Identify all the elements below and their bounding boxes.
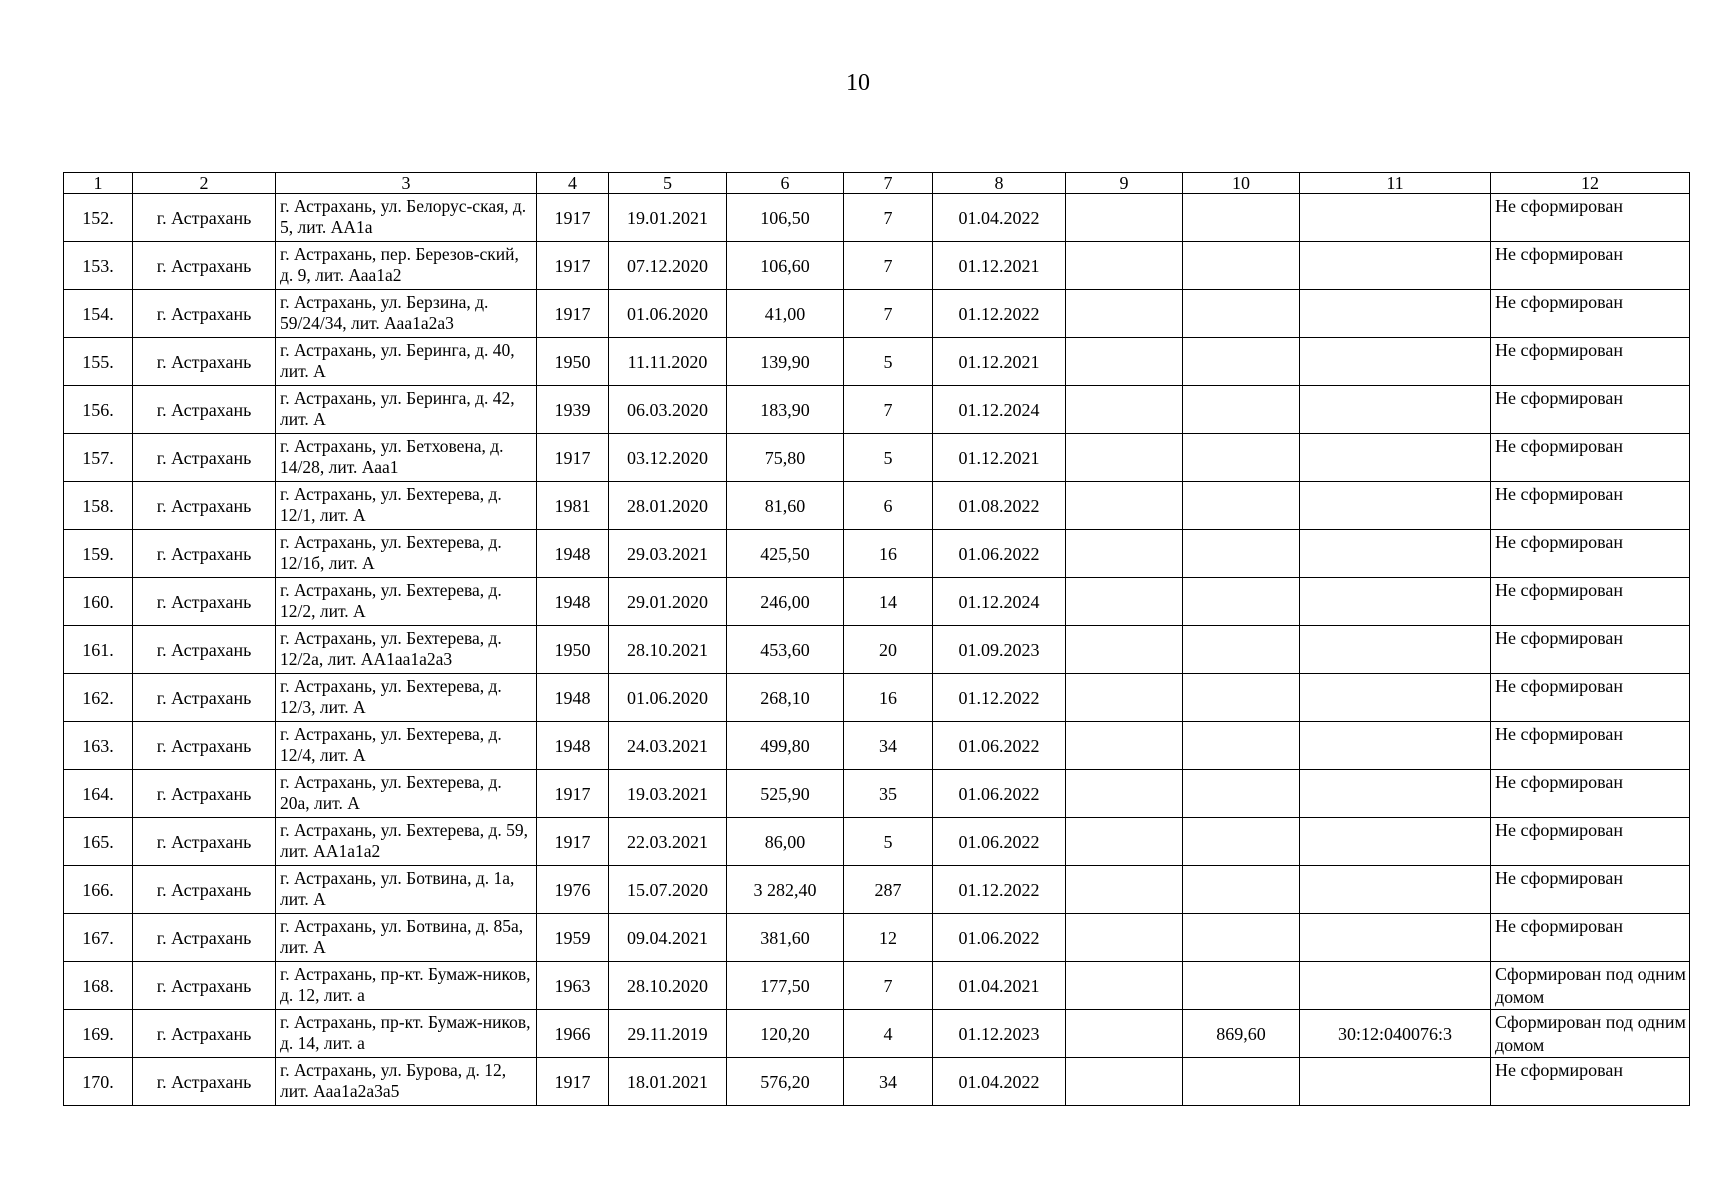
cell-city: г. Астрахань <box>133 338 276 386</box>
table-row <box>64 818 1690 866</box>
cell-residents: 7 <box>844 290 933 338</box>
cell-row-number: 158. <box>64 482 133 530</box>
cell-row-number: 152. <box>64 194 133 242</box>
table-row <box>64 674 1690 722</box>
cell-land-area <box>1183 338 1300 386</box>
cell-residents: 34 <box>844 1058 933 1106</box>
cell-date: 19.03.2021 <box>609 770 727 818</box>
cell-city: г. Астрахань <box>133 770 276 818</box>
cell-area: 525,90 <box>727 770 844 818</box>
cell-row-number: 153. <box>64 242 133 290</box>
table-body <box>64 194 1690 1106</box>
cell-deadline: 01.04.2021 <box>933 962 1066 1010</box>
cell-build-year: 1959 <box>537 914 609 962</box>
table-row <box>64 914 1690 962</box>
column-header-4: 4 <box>537 173 609 194</box>
cell-col9 <box>1066 530 1183 578</box>
cell-cadastral-number <box>1300 242 1491 290</box>
cell-city: г. Астрахань <box>133 866 276 914</box>
column-header-11: 11 <box>1300 173 1491 194</box>
cell-col9 <box>1066 770 1183 818</box>
cell-land-status: Не сформирован <box>1491 578 1690 626</box>
cell-build-year: 1948 <box>537 530 609 578</box>
cell-col9 <box>1066 242 1183 290</box>
cell-cadastral-number <box>1300 530 1491 578</box>
cell-address: г. Астрахань, ул. Ботвина, д. 85а, лит. А <box>276 914 537 962</box>
table-row <box>64 482 1690 530</box>
column-header-1: 1 <box>64 173 133 194</box>
table-row <box>64 962 1690 1010</box>
cell-land-status: Не сформирован <box>1491 770 1690 818</box>
column-header-7: 7 <box>844 173 933 194</box>
cell-land-status: Не сформирован <box>1491 866 1690 914</box>
cell-row-number: 163. <box>64 722 133 770</box>
cell-land-area <box>1183 914 1300 962</box>
cell-build-year: 1917 <box>537 242 609 290</box>
cell-deadline: 01.06.2022 <box>933 770 1066 818</box>
table-row <box>64 626 1690 674</box>
table-row <box>64 1058 1690 1106</box>
cell-address: г. Астрахань, ул. Беринга, д. 40, лит. А <box>276 338 537 386</box>
cell-row-number: 167. <box>64 914 133 962</box>
cell-build-year: 1939 <box>537 386 609 434</box>
cell-land-status: Не сформирован <box>1491 818 1690 866</box>
cell-address: г. Астрахань, ул. Бурова, д. 12, лит. Ааа1а2а3а5 <box>276 1058 537 1106</box>
cell-deadline: 01.09.2023 <box>933 626 1066 674</box>
cell-build-year: 1966 <box>537 1010 609 1058</box>
cell-date: 28.10.2021 <box>609 626 727 674</box>
cell-residents: 7 <box>844 386 933 434</box>
cell-deadline: 01.06.2022 <box>933 530 1066 578</box>
cell-date: 19.01.2021 <box>609 194 727 242</box>
cell-date: 09.04.2021 <box>609 914 727 962</box>
cell-city: г. Астрахань <box>133 962 276 1010</box>
cell-area: 381,60 <box>727 914 844 962</box>
cell-city: г. Астрахань <box>133 674 276 722</box>
cell-address: г. Астрахань, ул. Бехтерева, д. 12/2а, лит. АА1аа1а2а3 <box>276 626 537 674</box>
cell-deadline: 01.04.2022 <box>933 1058 1066 1106</box>
cell-col9 <box>1066 290 1183 338</box>
cell-residents: 35 <box>844 770 933 818</box>
cell-address: г. Астрахань, ул. Бехтерева, д. 59, лит. АА1а1а2 <box>276 818 537 866</box>
cell-cadastral-number <box>1300 626 1491 674</box>
cell-address: г. Астрахань, ул. Белорус-ская, д. 5, лит. АА1а <box>276 194 537 242</box>
cell-city: г. Астрахань <box>133 530 276 578</box>
cell-area: 81,60 <box>727 482 844 530</box>
cell-land-area <box>1183 674 1300 722</box>
column-header-12: 12 <box>1491 173 1690 194</box>
cell-city: г. Астрахань <box>133 242 276 290</box>
cell-build-year: 1948 <box>537 578 609 626</box>
cell-address: г. Астрахань, ул. Беринга, д. 42, лит. А <box>276 386 537 434</box>
cell-residents: 287 <box>844 866 933 914</box>
cell-row-number: 165. <box>64 818 133 866</box>
cell-deadline: 01.12.2022 <box>933 866 1066 914</box>
column-header-9: 9 <box>1066 173 1183 194</box>
cell-area: 86,00 <box>727 818 844 866</box>
cell-col9 <box>1066 962 1183 1010</box>
cell-address: г. Астрахань, ул. Берзина, д. 59/24/34, лит. Ааа1а2а3 <box>276 290 537 338</box>
cell-row-number: 159. <box>64 530 133 578</box>
cell-build-year: 1948 <box>537 722 609 770</box>
cell-deadline: 01.06.2022 <box>933 914 1066 962</box>
cell-col9 <box>1066 434 1183 482</box>
cell-area: 576,20 <box>727 1058 844 1106</box>
cell-area: 268,10 <box>727 674 844 722</box>
cell-row-number: 155. <box>64 338 133 386</box>
cell-date: 01.06.2020 <box>609 674 727 722</box>
cell-land-status: Не сформирован <box>1491 530 1690 578</box>
cell-row-number: 162. <box>64 674 133 722</box>
cell-land-area <box>1183 386 1300 434</box>
cell-land-status: Не сформирован <box>1491 194 1690 242</box>
cell-land-status: Не сформирован <box>1491 626 1690 674</box>
page-number: 10 <box>846 70 870 96</box>
cell-residents: 5 <box>844 434 933 482</box>
cell-address: г. Астрахань, ул. Бехтерева, д. 20а, лит. А <box>276 770 537 818</box>
cell-date: 15.07.2020 <box>609 866 727 914</box>
cell-land-area <box>1183 818 1300 866</box>
cell-cadastral-number <box>1300 722 1491 770</box>
cell-date: 06.03.2020 <box>609 386 727 434</box>
cell-date: 11.11.2020 <box>609 338 727 386</box>
table-row <box>64 770 1690 818</box>
cell-area: 425,50 <box>727 530 844 578</box>
cell-row-number: 161. <box>64 626 133 674</box>
cell-row-number: 160. <box>64 578 133 626</box>
cell-land-status: Не сформирован <box>1491 242 1690 290</box>
table-row <box>64 578 1690 626</box>
cell-land-area <box>1183 530 1300 578</box>
table-row <box>64 338 1690 386</box>
cell-residents: 16 <box>844 530 933 578</box>
cell-city: г. Астрахань <box>133 482 276 530</box>
cell-deadline: 01.12.2022 <box>933 674 1066 722</box>
cell-city: г. Астрахань <box>133 434 276 482</box>
cell-deadline: 01.12.2024 <box>933 578 1066 626</box>
cell-cadastral-number <box>1300 962 1491 1010</box>
cell-col9 <box>1066 578 1183 626</box>
cell-date: 29.11.2019 <box>609 1010 727 1058</box>
cell-row-number: 164. <box>64 770 133 818</box>
cell-date: 28.01.2020 <box>609 482 727 530</box>
column-header-6: 6 <box>727 173 844 194</box>
cell-build-year: 1948 <box>537 674 609 722</box>
cell-residents: 14 <box>844 578 933 626</box>
housing-table-container <box>63 172 1689 1106</box>
cell-city: г. Астрахань <box>133 722 276 770</box>
cell-build-year: 1950 <box>537 626 609 674</box>
table-row <box>64 386 1690 434</box>
table-header <box>64 173 1690 194</box>
cell-row-number: 166. <box>64 866 133 914</box>
cell-area: 177,50 <box>727 962 844 1010</box>
cell-build-year: 1917 <box>537 818 609 866</box>
cell-residents: 20 <box>844 626 933 674</box>
cell-cadastral-number <box>1300 338 1491 386</box>
table-row <box>64 530 1690 578</box>
cell-residents: 5 <box>844 338 933 386</box>
cell-col9 <box>1066 914 1183 962</box>
cell-build-year: 1917 <box>537 770 609 818</box>
cell-col9 <box>1066 194 1183 242</box>
column-header-2: 2 <box>133 173 276 194</box>
cell-land-area <box>1183 1058 1300 1106</box>
cell-land-status: Сформирован под одним домом <box>1491 1010 1690 1058</box>
cell-land-status: Не сформирован <box>1491 1058 1690 1106</box>
cell-land-area <box>1183 434 1300 482</box>
cell-address: г. Астрахань, ул. Бетховена, д. 14/28, лит. Ааа1 <box>276 434 537 482</box>
cell-row-number: 169. <box>64 1010 133 1058</box>
cell-land-status: Не сформирован <box>1491 338 1690 386</box>
cell-deadline: 01.06.2022 <box>933 818 1066 866</box>
cell-col9 <box>1066 338 1183 386</box>
table-row <box>64 1010 1690 1058</box>
cell-col9 <box>1066 1058 1183 1106</box>
cell-date: 01.06.2020 <box>609 290 727 338</box>
cell-date: 07.12.2020 <box>609 242 727 290</box>
cell-build-year: 1917 <box>537 434 609 482</box>
cell-col9 <box>1066 722 1183 770</box>
cell-deadline: 01.12.2022 <box>933 290 1066 338</box>
cell-address: г. Астрахань, ул. Бехтерева, д. 12/1, лит. А <box>276 482 537 530</box>
table-row <box>64 434 1690 482</box>
cell-city: г. Астрахань <box>133 914 276 962</box>
cell-address: г. Астрахань, ул. Бехтерева, д. 12/4, лит. А <box>276 722 537 770</box>
cell-cadastral-number <box>1300 866 1491 914</box>
cell-cadastral-number <box>1300 914 1491 962</box>
cell-build-year: 1963 <box>537 962 609 1010</box>
cell-cadastral-number <box>1300 1058 1491 1106</box>
cell-date: 29.01.2020 <box>609 578 727 626</box>
cell-cadastral-number <box>1300 818 1491 866</box>
cell-deadline: 01.06.2022 <box>933 722 1066 770</box>
cell-land-area <box>1183 242 1300 290</box>
cell-address: г. Астрахань, ул. Бехтерева, д. 12/3, лит. А <box>276 674 537 722</box>
cell-cadastral-number <box>1300 434 1491 482</box>
cell-land-area <box>1183 962 1300 1010</box>
cell-land-area: 869,60 <box>1183 1010 1300 1058</box>
cell-city: г. Астрахань <box>133 626 276 674</box>
cell-row-number: 154. <box>64 290 133 338</box>
cell-build-year: 1917 <box>537 290 609 338</box>
cell-row-number: 168. <box>64 962 133 1010</box>
cell-land-status: Не сформирован <box>1491 482 1690 530</box>
table-row <box>64 866 1690 914</box>
cell-address: г. Астрахань, пер. Березов-ский, д. 9, лит. Ааа1а2 <box>276 242 537 290</box>
header-row <box>64 173 1690 194</box>
cell-land-area <box>1183 290 1300 338</box>
cell-col9 <box>1066 1010 1183 1058</box>
table-row <box>64 290 1690 338</box>
cell-cadastral-number <box>1300 578 1491 626</box>
cell-deadline: 01.08.2022 <box>933 482 1066 530</box>
column-header-10: 10 <box>1183 173 1300 194</box>
cell-cadastral-number: 30:12:040076:3 <box>1300 1010 1491 1058</box>
cell-land-status: Не сформирован <box>1491 674 1690 722</box>
cell-land-area <box>1183 722 1300 770</box>
cell-col9 <box>1066 626 1183 674</box>
cell-area: 75,80 <box>727 434 844 482</box>
cell-build-year: 1917 <box>537 1058 609 1106</box>
cell-col9 <box>1066 386 1183 434</box>
cell-cadastral-number <box>1300 386 1491 434</box>
cell-land-area <box>1183 578 1300 626</box>
column-header-3: 3 <box>276 173 537 194</box>
cell-area: 3 282,40 <box>727 866 844 914</box>
cell-row-number: 170. <box>64 1058 133 1106</box>
cell-land-status: Не сформирован <box>1491 722 1690 770</box>
cell-city: г. Астрахань <box>133 1010 276 1058</box>
cell-land-status: Сформирован под одним домом <box>1491 962 1690 1010</box>
cell-deadline: 01.12.2021 <box>933 434 1066 482</box>
cell-residents: 7 <box>844 242 933 290</box>
cell-city: г. Астрахань <box>133 386 276 434</box>
cell-build-year: 1981 <box>537 482 609 530</box>
cell-city: г. Астрахань <box>133 578 276 626</box>
cell-area: 120,20 <box>727 1010 844 1058</box>
cell-build-year: 1976 <box>537 866 609 914</box>
cell-date: 18.01.2021 <box>609 1058 727 1106</box>
column-header-5: 5 <box>609 173 727 194</box>
cell-land-area <box>1183 770 1300 818</box>
cell-address: г. Астрахань, ул. Ботвина, д. 1а, лит. А <box>276 866 537 914</box>
table-row <box>64 722 1690 770</box>
cell-col9 <box>1066 482 1183 530</box>
cell-deadline: 01.12.2023 <box>933 1010 1066 1058</box>
cell-residents: 6 <box>844 482 933 530</box>
cell-land-area <box>1183 626 1300 674</box>
cell-address: г. Астрахань, пр-кт. Бумаж-ников, д. 14, лит. а <box>276 1010 537 1058</box>
column-header-8: 8 <box>933 173 1066 194</box>
cell-residents: 7 <box>844 962 933 1010</box>
cell-col9 <box>1066 818 1183 866</box>
cell-address: г. Астрахань, ул. Бехтерева, д. 12/1б, лит. А <box>276 530 537 578</box>
cell-land-status: Не сформирован <box>1491 290 1690 338</box>
cell-date: 03.12.2020 <box>609 434 727 482</box>
cell-residents: 7 <box>844 194 933 242</box>
cell-address: г. Астрахань, пр-кт. Бумаж-ников, д. 12, лит. а <box>276 962 537 1010</box>
housing-table <box>63 172 1690 1106</box>
cell-deadline: 01.12.2021 <box>933 242 1066 290</box>
cell-city: г. Астрахань <box>133 194 276 242</box>
cell-area: 246,00 <box>727 578 844 626</box>
cell-address: г. Астрахань, ул. Бехтерева, д. 12/2, лит. А <box>276 578 537 626</box>
cell-col9 <box>1066 674 1183 722</box>
cell-land-area <box>1183 194 1300 242</box>
cell-area: 183,90 <box>727 386 844 434</box>
cell-row-number: 157. <box>64 434 133 482</box>
cell-date: 28.10.2020 <box>609 962 727 1010</box>
cell-area: 106,60 <box>727 242 844 290</box>
cell-cadastral-number <box>1300 770 1491 818</box>
cell-residents: 12 <box>844 914 933 962</box>
cell-col9 <box>1066 866 1183 914</box>
cell-area: 139,90 <box>727 338 844 386</box>
cell-area: 106,50 <box>727 194 844 242</box>
cell-deadline: 01.04.2022 <box>933 194 1066 242</box>
cell-land-status: Не сформирован <box>1491 386 1690 434</box>
cell-residents: 4 <box>844 1010 933 1058</box>
cell-date: 29.03.2021 <box>609 530 727 578</box>
cell-land-status: Не сформирован <box>1491 434 1690 482</box>
cell-date: 22.03.2021 <box>609 818 727 866</box>
table-row <box>64 242 1690 290</box>
cell-land-area <box>1183 482 1300 530</box>
cell-area: 453,60 <box>727 626 844 674</box>
cell-residents: 5 <box>844 818 933 866</box>
cell-residents: 16 <box>844 674 933 722</box>
cell-build-year: 1950 <box>537 338 609 386</box>
cell-land-area <box>1183 866 1300 914</box>
table-row <box>64 194 1690 242</box>
cell-city: г. Астрахань <box>133 1058 276 1106</box>
cell-row-number: 156. <box>64 386 133 434</box>
cell-deadline: 01.12.2024 <box>933 386 1066 434</box>
cell-date: 24.03.2021 <box>609 722 727 770</box>
cell-deadline: 01.12.2021 <box>933 338 1066 386</box>
cell-cadastral-number <box>1300 482 1491 530</box>
cell-build-year: 1917 <box>537 194 609 242</box>
cell-area: 41,00 <box>727 290 844 338</box>
cell-cadastral-number <box>1300 290 1491 338</box>
cell-city: г. Астрахань <box>133 818 276 866</box>
cell-cadastral-number <box>1300 674 1491 722</box>
cell-city: г. Астрахань <box>133 290 276 338</box>
cell-area: 499,80 <box>727 722 844 770</box>
cell-residents: 34 <box>844 722 933 770</box>
cell-land-status: Не сформирован <box>1491 914 1690 962</box>
cell-cadastral-number <box>1300 194 1491 242</box>
